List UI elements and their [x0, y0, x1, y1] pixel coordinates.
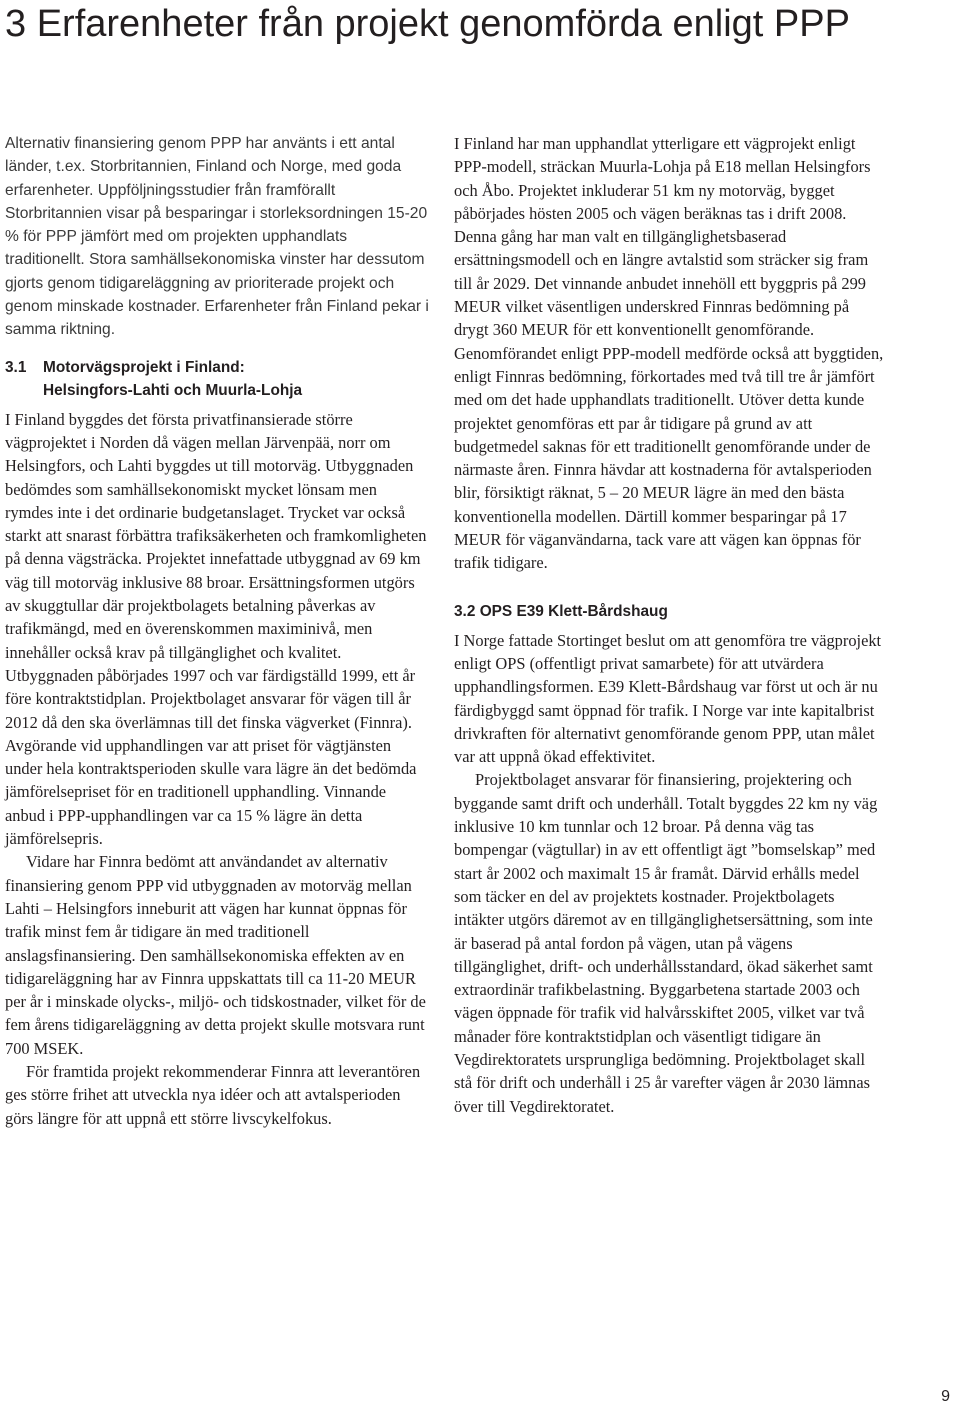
section-3-2-heading-text: OPS E39 Klett-Bårdshaug	[479, 602, 668, 620]
body-paragraph: Projektbolaget ansvarar för finansiering, projektering och byggande samt drift och underhåll. Totalt byggdes 22 km ny väg inklusive 10 km tunnlar och 12 broar. På denna väg tas bompengar (vägtullar) in av ett offentligt ägt ”bomselskap” med start år 2002 och maximalt 15 år framåt. Därvid erhålls medel som täcker en del av projektets kostnader. Projektbolagets intäkter utgörs däremot av en tillgänglighetsersättning, som inte är baserad på antal fordon på vägen, utan på vägens tillgänglighet, drift- och underhållsstandard, ökad säkerhet samt extraordinär trafikbelastning. Byggarbetena startade 2003 och vägen öppnade för trafik vid halvårsskiftet 2005, vilket var två månader före kontraktstidplan och väsentligt tidigare än Vegdirektoratets ursprungliga bedömning. Projektbolaget skall stå för drift och underhåll i 25 år varefter vägen år 2030 lämnas över till Vegdirektoratet.	[454, 770, 878, 1116]
body-paragraph: I Norge fattade Stortinget beslut om att genomföra tre vägprojekt enligt OPS (offentligt privat samarbete) för att utvärdera upphandlingsformen. E39 Klett-Bårdshaug var först ut och är nu färdigbyggd samt öppnad för trafik. I Norge var inte kapitalbrist drivkraften för alternativt genomförande genom PPP, utan målet var att uppnå ökad effektivitet.	[454, 630, 882, 767]
section-3-1-heading-line1: Motorvägsprojekt i Finland:	[43, 358, 245, 376]
right-column	[454, 132, 886, 1118]
left-column	[5, 132, 429, 1130]
section-3-1-heading-line2: Helsingfors-Lahti och Muurla-Lohja	[43, 381, 303, 399]
section-3-2-heading	[454, 600, 886, 623]
page-title: 3 Erfarenheter från projekt genomförda enligt PPP	[5, 3, 850, 45]
page-number: 9	[941, 1388, 950, 1405]
body-paragraph: För framtida projekt rekommenderar Finnra att leverantören ges större frihet att utveckla nya idéer och att avtalsperioden görs längre för att uppnå ett större livscykelfokus.	[5, 1061, 421, 1128]
section-3-1-number: 3.1	[5, 358, 27, 376]
body-paragraph: Vidare har Finnra bedömt att användandet av alternativ finansiering genom PPP vid utbyggnaden av motorväg mellan Lahti – Helsingfors inneburit att vägen har kunnat öppnas för trafik minst fem år tidigare än med traditionell anslagsfinansiering. Den samhällsekonomiska effekten av en tidigareläggning har av Finnra uppskattats till ca 11-20 MEUR per år i minskade olycks-, miljö- och tidskostnader, vilket för de fem årens tidigareläggning av detta projekt skulle motsvara runt 700 MSEK.	[5, 852, 426, 1058]
body-paragraph: I Finland har man upphandlat ytterligare ett vägprojekt enligt PPP-modell, sträckan Muurla-Lohja på E18 mellan Helsingfors och Åbo. Projektet inkluderar 51 km ny motorväg, bygget påbörjades hösten 2005 och vägen beräknas tas i drift 2008. Denna gång har man valt en tillgänglighetsbaserad ersättningsmodell och en längre avtalstid som sträcker sig fram till år 2029. Det vinnande anbudet innehöll ett byggpris på 299 MEUR vilket väsentligen underskred Finnras bedömning på drygt 360 MEUR för ett konventionellt genomförande. Genomförandet enligt PPP-modell medförde också att byggtiden, enligt Finnras bedömning, förkortades med två till tre år jämfört med om det hade upphandlats traditionellt. Utöver detta kunde projektet genomföras ett par år tidigare på grund av att budgetmedel saknas för ett traditionellt genomförande under de närmaste åren. Finnra hävdar att kostnaderna för avtalsperioden blir, försiktigt räknat, 5 – 20 MEUR lägre än med den bästa konventionella modellen. Därtill kommer besparingar på 17 MEUR för väganvändarna, tack vare att vägen kan öppnas för trafik tidigare.	[454, 134, 884, 573]
body-paragraph: I Finland byggdes det första privatfinansierade större vägprojektet i Norden då vägen mellan Järvenpää, norr om Helsingfors, och Lahti byggdes ut till motorväg. Utbyggnaden bedömdes som samhällsekonomiskt mycket lönsam men rymdes inte i det ordinarie budgetanslaget. Trycket var också starkt att snarast förbättra trafiksäkerheten och framkomligheten på denna vägsträcka. Projektet innefattade utbyggnad av 69 km väg till motorväg inklusive 88 broar. Ersättningsformen utgörs av skuggtullar där projektbolagets betalning påverkas av trafikmängd, med en överenskommen maximinivå, men innehåller också krav på tillgänglighet och kvalitet. Utbyggnaden påbörjades 1997 och var färdigställd 1999, ett år före kontraktstidplan. Projektbolaget ansvarar för vägen till år 2012 då den ska överlämnas till det finska vägverket (Finnra). Avgörande vid upphandlingen var att priset för vägtjänsten under hela kontraktsperioden skulle vara lägre än det bedömda jämförelsepriset för en traditionell upphandling. Vinnande anbud i PPP-upphandlingen var ca 15 % lägre än detta jämförelsepris.	[5, 409, 427, 849]
section-3-1-heading	[5, 356, 429, 402]
intro-paragraph: Alternativ finansiering genom PPP har använts i ett antal länder, t.ex. Storbritannien, Finland och Norge, med goda erfarenheter. Uppföljningsstudier från framförallt Storbritannien visar på besparingar i storleksordningen 15-20 % för PPP jämfört med om projekten upphandlats traditionellt. Stora samhällsekonomiska vinster har dessutom gjorts genom tidigareläggning av prioriterade projekt och genom minskade kostnader. Erfarenheter från Finland pekar i samma riktning.	[5, 135, 429, 339]
section-3-2-number: 3.2	[454, 602, 476, 620]
